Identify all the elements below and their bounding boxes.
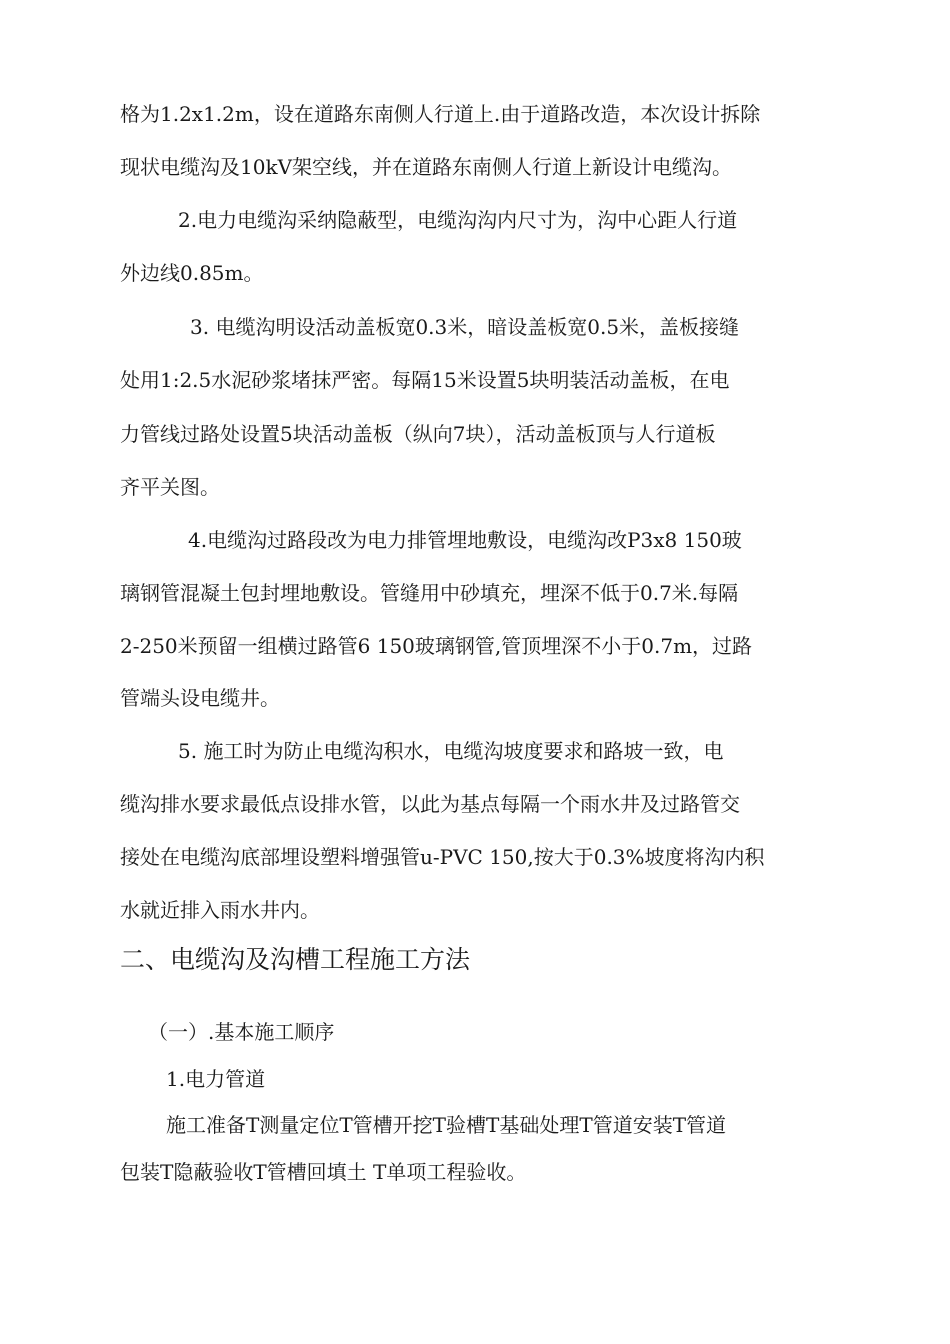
paragraph-4-line-1: 4.电缆沟过路段改为电力排管埋地敷设，电缆沟改P3x8 150玻 (188, 528, 742, 552)
sequence-line-1: 施工准备T测量定位T管槽开挖T验槽T基础处理T管道安装T管道 (166, 1113, 727, 1137)
paragraph-2-line-1: 2.电力电缆沟采纳隐蔽型，电缆沟沟内尺寸为，沟中心距人行道 (178, 208, 738, 232)
sequence-line-2: 包装T隐蔽验收T管槽回填土 T单项工程验收。 (120, 1160, 527, 1184)
item-title: 1.电力管道 (166, 1067, 266, 1091)
paragraph-5-line-2: 缆沟排水要求最低点设排水管，以此为基点每隔一个雨水井及过路管交 (120, 792, 740, 816)
paragraph-1-line-1: 格为1.2x1.2m，设在道路东南侧人行道上.由于道路改造，本次设计拆除 (120, 102, 761, 126)
paragraph-5-line-3: 接处在电缆沟底部埋设塑料增强管u-PVC 150,按大于0.3%坡度将沟内积 (120, 845, 765, 869)
paragraph-4-line-4: 管端头设电缆井。 (120, 686, 280, 710)
paragraph-3-line-2: 处用1:2.5水泥砂浆堵抹严密。每隔15米设置5块明装活动盖板，在电 (120, 368, 730, 392)
paragraph-1-line-2: 现状电缆沟及10kV架空线，并在道路东南侧人行道上新设计电缆沟。 (120, 155, 733, 179)
subsection-title: （一）.基本施工顺序 (148, 1020, 335, 1044)
paragraph-5-line-1: 5. 施工时为防止电缆沟积水，电缆沟坡度要求和路坡一致，电 (178, 739, 724, 763)
paragraph-5-line-4: 水就近排入雨水井内。 (120, 898, 320, 922)
section-heading: 二、电缆沟及沟槽工程施工方法 (120, 945, 471, 974)
paragraph-3-line-3: 力管线过路处设置5块活动盖板（纵向7块），活动盖板顶与人行道板 (120, 422, 716, 446)
paragraph-3-line-4: 齐平关图。 (120, 475, 220, 499)
paragraph-2-line-2: 外边线0.85m。 (120, 261, 264, 285)
paragraph-3-line-1: 3. 电缆沟明设活动盖板宽0.3米，暗设盖板宽0.5米，盖板接缝 (190, 315, 740, 339)
paragraph-4-line-2: 璃钢管混凝土包封埋地敷设。管缝用中砂填充，埋深不低于0.7米.每隔 (120, 581, 739, 605)
paragraph-4-line-3: 2-250米预留一组横过路管6 150玻璃钢管,管顶埋深不小于0.7m，过路 (120, 634, 753, 658)
